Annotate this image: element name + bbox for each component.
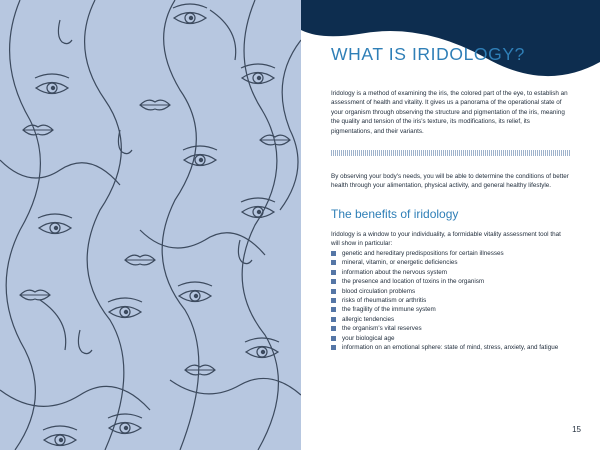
list-item-text: allergic tendencies — [342, 315, 395, 323]
benefits-heading: The benefits of iridology — [331, 207, 459, 221]
list-item — [331, 343, 571, 352]
intro-paragraph: Iridology is a method of examining the iris, the colored part of the eye, to establish an assessment of health and vitality. It gives us a panorama of the operational state of your organism through observing the structure and pigmentation of the iris, meaning the quality and tension of the iris's texture, its modifications, its relief, its pigmentations, and their variants. — [331, 90, 568, 135]
list-item — [331, 324, 571, 333]
page-title: WHAT IS IRIDOLOGY? — [331, 44, 525, 64]
observation-paragraph: By observing your body's needs, you will be able to determine the conditions of better health through your alimentation, physical activity, and general healthy lifestyle. — [331, 173, 569, 190]
list-item — [331, 305, 571, 314]
list-item-text: mineral, vitamin, or energetic deficiencies — [342, 259, 458, 267]
list-item — [331, 296, 571, 305]
square-bullet-icon — [331, 326, 336, 331]
dotted-divider — [331, 150, 571, 156]
benefits-intro: Iridology is a window to your individuality, a formidable vitality assessment tool that will show in particular: — [331, 231, 561, 248]
list-item — [331, 249, 571, 258]
square-bullet-icon — [331, 298, 336, 303]
list-item-text: the fragility of the immune system — [342, 306, 436, 314]
square-bullet-icon — [331, 345, 336, 350]
square-bullet-icon — [331, 260, 336, 265]
square-bullet-icon — [331, 289, 336, 294]
text-page — [301, 0, 600, 450]
square-bullet-icon — [331, 270, 336, 275]
list-item-text: your biological age — [342, 334, 395, 342]
list-item — [331, 315, 571, 324]
list-item-text: blood circulation problems — [342, 287, 416, 295]
list-item-text: information about the nervous system — [342, 268, 448, 276]
list-item-text: genetic and hereditary predispositions for certain illnesses — [342, 250, 504, 257]
square-bullet-icon — [331, 336, 336, 341]
list-item-text: the organism's vital reserves — [342, 325, 422, 333]
list-item — [331, 334, 571, 343]
benefits-list — [331, 249, 571, 352]
list-item — [331, 268, 571, 277]
list-item — [331, 277, 571, 286]
square-bullet-icon — [331, 279, 336, 284]
square-bullet-icon — [331, 317, 336, 322]
list-item — [331, 287, 571, 296]
list-item-text: risks of rheumatism or arthritis — [342, 297, 427, 305]
list-item — [331, 258, 571, 267]
page-number: 15 — [572, 425, 581, 434]
square-bullet-icon — [331, 251, 336, 256]
list-item-text: information on an emotional sphere: state of mind, stress, anxiety, and fatigue — [342, 344, 559, 352]
square-bullet-icon — [331, 307, 336, 312]
list-item-text: the presence and location of toxins in the organism — [342, 278, 485, 286]
